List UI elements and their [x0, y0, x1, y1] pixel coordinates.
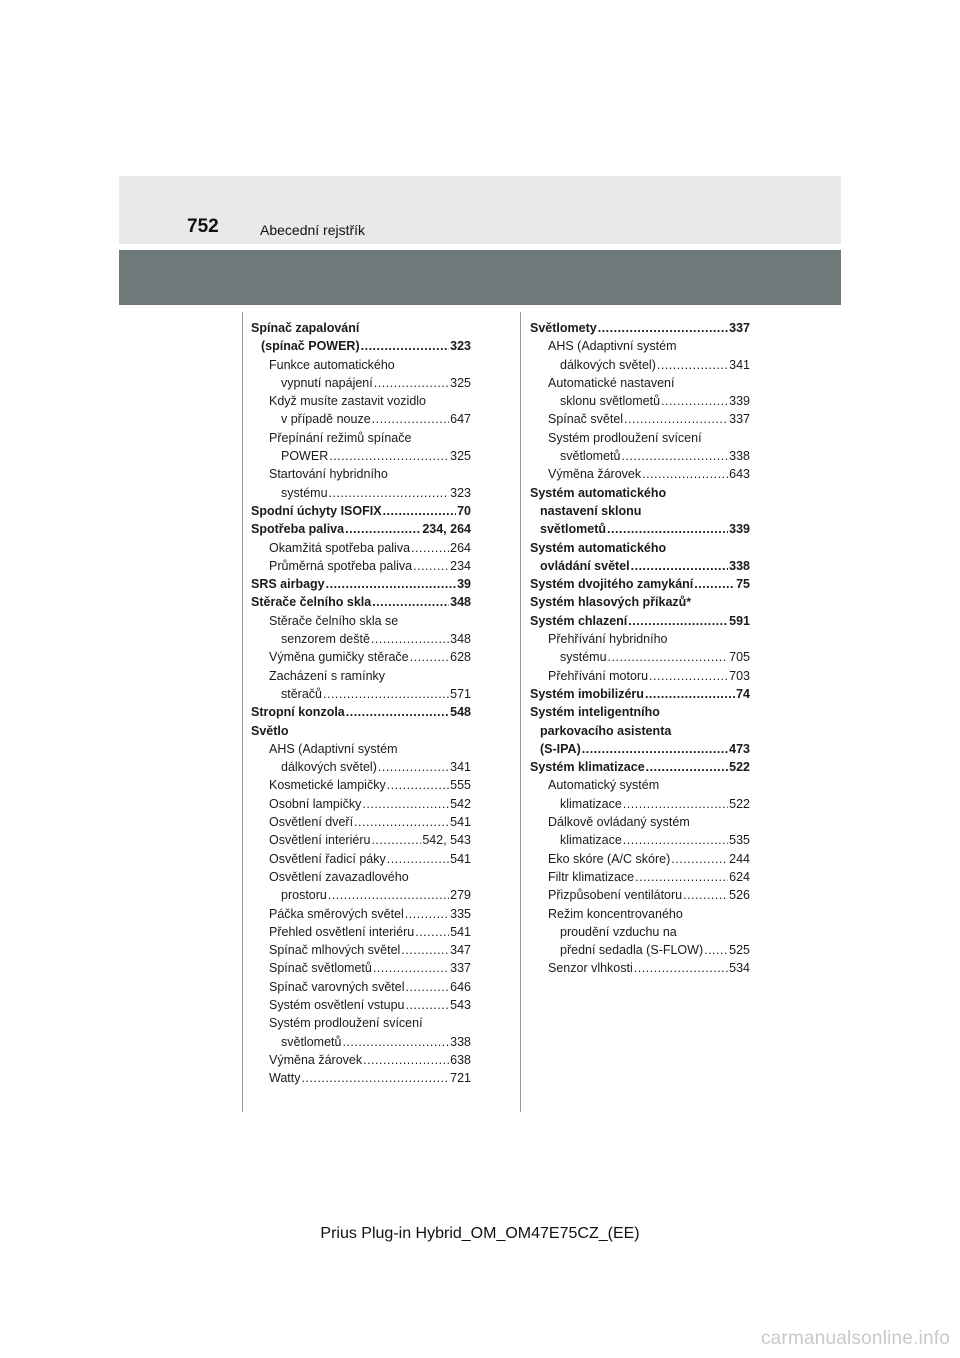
- index-entry: [251, 319, 471, 356]
- entry-label: Systém prodloužení svícení: [269, 1016, 423, 1031]
- page-reference: 705: [729, 650, 750, 665]
- entry-label: Spínač světlometů: [269, 961, 372, 976]
- entry-label: Osobní lampičky: [269, 796, 362, 811]
- entry-label: Přehřívání motoru: [548, 668, 649, 683]
- leader-dots: [371, 630, 449, 648]
- index-subentry: [530, 776, 750, 813]
- watermark: carmanualsonline.info: [760, 1328, 950, 1349]
- page-reference: 624: [729, 869, 750, 884]
- entry-label: Dálkově ovládaný systém: [548, 815, 690, 830]
- page-reference: 721: [450, 1071, 471, 1086]
- entry-label: senzorem deště: [281, 632, 370, 647]
- entry-label: Zacházení s ramínky: [269, 668, 386, 683]
- entry-label: Přehřívání hybridního: [548, 632, 668, 647]
- entry-label: Eko skóre (A/C skóre): [548, 851, 671, 866]
- index-subentry: [530, 630, 750, 667]
- index-subentry: [251, 776, 471, 794]
- leader-dots: [649, 667, 728, 685]
- entry-label: ovládání světel: [540, 558, 630, 573]
- index-column-1: [251, 319, 471, 1087]
- leader-dots: [372, 410, 449, 428]
- entry-label: Osvětlení dveří: [269, 815, 354, 830]
- page-reference: 339: [729, 394, 750, 409]
- entry-label: Stěrače čelního skla: [251, 595, 372, 610]
- entry-label: Systém inteligentního: [530, 705, 660, 720]
- page-reference: 335: [450, 906, 471, 921]
- entry-label: systému: [281, 485, 328, 500]
- index-subentry: [530, 905, 750, 960]
- page-reference: 338: [729, 449, 750, 464]
- entry-label: Spínač varovných světel: [269, 979, 405, 994]
- entry-label: Systém automatického: [530, 485, 667, 500]
- page-reference: 74: [736, 686, 750, 701]
- entry-label: (spínač POWER): [261, 339, 360, 354]
- index-subentry: [530, 667, 750, 685]
- leader-dots: [598, 319, 728, 337]
- index-column-2: [530, 319, 750, 978]
- index-subentry: [251, 465, 471, 502]
- index-subentry: [530, 374, 750, 411]
- page-reference: 534: [729, 961, 750, 976]
- leader-dots: [326, 575, 456, 593]
- index-subentry: [251, 539, 471, 557]
- entry-label: přední sedadla (S-FLOW): [560, 943, 704, 958]
- leader-dots: [623, 795, 728, 813]
- leader-dots: [415, 923, 449, 941]
- page-reference: 541: [450, 815, 471, 830]
- leader-dots: [634, 959, 728, 977]
- entry-label: Průměrná spotřeba paliva: [269, 558, 413, 573]
- page-reference: 75: [736, 577, 750, 592]
- leader-dots: [387, 776, 449, 794]
- page-reference: 264: [450, 540, 471, 555]
- index-entry: [251, 703, 471, 721]
- leader-dots: [645, 685, 735, 703]
- leader-dots: [362, 795, 449, 813]
- leader-dots: [363, 1051, 449, 1069]
- leader-dots: [346, 703, 449, 721]
- leader-dots: [301, 1069, 449, 1087]
- page-reference: 39: [457, 577, 471, 592]
- page-reference: 628: [450, 650, 471, 665]
- leader-dots: [361, 337, 450, 355]
- leader-dots: [371, 831, 421, 849]
- index-entry: [251, 722, 471, 740]
- leader-dots: [383, 502, 457, 520]
- leader-dots: [582, 740, 728, 758]
- entry-label: světlometů: [540, 522, 606, 537]
- entry-label: Světlo: [251, 723, 289, 738]
- page-reference: 646: [450, 979, 471, 994]
- page-reference: 323: [450, 339, 471, 354]
- entry-label: Systém osvětlení vstupu: [269, 997, 405, 1012]
- entry-label: (S-IPA): [540, 741, 581, 756]
- page-reference: 337: [729, 412, 750, 427]
- index-subentry: [251, 923, 471, 941]
- entry-label: v případě nouze: [281, 412, 371, 427]
- index-subentry: [251, 612, 471, 649]
- leader-dots: [624, 410, 728, 428]
- index-subentry: [251, 850, 471, 868]
- index-subentry: [530, 886, 750, 904]
- entry-label: Spotřeba paliva: [251, 522, 345, 537]
- page-reference: 341: [450, 760, 471, 775]
- index-entry: [530, 319, 750, 337]
- page-reference: 643: [729, 467, 750, 482]
- header-bar: [119, 176, 841, 244]
- entry-label: systému: [560, 650, 607, 665]
- leader-dots: [642, 465, 728, 483]
- entry-label: Funkce automatického: [269, 357, 395, 372]
- leader-dots: [608, 648, 729, 666]
- entry-label: Když musíte zastavit vozidlo: [269, 394, 427, 409]
- entry-label: Přehled osvětlení interiéru: [269, 924, 415, 939]
- index-subentry: [251, 648, 471, 666]
- index-entry: [530, 612, 750, 630]
- entry-label: Spínač světel: [548, 412, 624, 427]
- leader-dots: [354, 813, 449, 831]
- leader-dots: [387, 850, 449, 868]
- page-reference: 591: [729, 613, 750, 628]
- index-entry: [530, 539, 750, 576]
- entry-label: Spodní úchyty ISOFIX: [251, 503, 382, 518]
- leader-dots: [410, 648, 450, 666]
- leader-dots: [329, 484, 450, 502]
- column-divider-left: [242, 312, 243, 1112]
- leader-dots: [607, 520, 728, 538]
- entry-label: Osvětlení řadicí páky: [269, 851, 386, 866]
- page-reference: 348: [450, 595, 471, 610]
- leader-dots: [378, 758, 449, 776]
- entry-label: Výměna gumičky stěrače: [269, 650, 409, 665]
- entry-label: AHS (Adaptivní systém: [548, 339, 677, 354]
- leader-dots: [628, 612, 728, 630]
- leader-dots: [411, 539, 449, 557]
- index-entry: [251, 520, 471, 538]
- entry-label: Stropní konzola: [251, 705, 345, 720]
- index-subentry: [530, 850, 750, 868]
- page-reference: 703: [729, 668, 750, 683]
- index-entry: [251, 502, 471, 520]
- entry-label: Páčka směrových světel: [269, 906, 404, 921]
- page-reference: 70: [457, 503, 471, 518]
- entry-label: Systém imobilizéru: [530, 686, 644, 701]
- entry-label: proudění vzduchu na: [560, 924, 677, 939]
- index-subentry: [251, 1014, 471, 1051]
- leader-dots: [329, 447, 449, 465]
- footer-manual-id: Prius Plug-in Hybrid_OM_OM47E75CZ_(EE): [320, 1225, 640, 1242]
- entry-label: nastavení sklonu: [540, 503, 642, 518]
- entry-label: Režim koncentrovaného: [548, 906, 683, 921]
- index-subentry: [251, 740, 471, 777]
- page-reference: 337: [450, 961, 471, 976]
- leader-dots: [623, 831, 728, 849]
- entry-label: parkovacího asistenta: [540, 723, 672, 738]
- page-reference: 522: [729, 796, 750, 811]
- entry-label: POWER: [281, 449, 329, 464]
- page-reference: 522: [729, 760, 750, 775]
- page-reference: 548: [450, 705, 471, 720]
- entry-label: Automatický systém: [548, 778, 660, 793]
- entry-label: Světlomety: [530, 321, 597, 335]
- index-subentry: [251, 1069, 471, 1087]
- leader-dots: [413, 557, 449, 575]
- page-reference: 543: [450, 997, 471, 1012]
- entry-label: sklonu světlometů: [560, 394, 661, 409]
- index-subentry: [251, 356, 471, 393]
- entry-label: Systém chlazení: [530, 613, 628, 628]
- leader-dots: [328, 886, 449, 904]
- entry-label: Osvětlení zavazadlového: [269, 869, 409, 884]
- leader-dots: [342, 1033, 449, 1051]
- page-reference: 541: [450, 924, 471, 939]
- leader-dots: [671, 850, 728, 868]
- header-band: [119, 250, 841, 305]
- entry-label: AHS (Adaptivní systém: [269, 741, 398, 756]
- page-reference: 338: [729, 558, 750, 573]
- page-reference: 555: [450, 778, 471, 793]
- page-reference: 339: [729, 522, 750, 537]
- leader-dots: [405, 905, 449, 923]
- page-reference: 325: [450, 375, 471, 390]
- index-subentry: [251, 429, 471, 466]
- index-entry: [530, 685, 750, 703]
- entry-label: Okamžitá spotřeba paliva: [269, 540, 411, 555]
- leader-dots: [405, 996, 449, 1014]
- leader-dots: [345, 520, 421, 538]
- entry-label: Stěrače čelního skla se: [269, 613, 399, 628]
- index-subentry: [251, 1051, 471, 1069]
- index-subentry: [251, 831, 471, 849]
- page-reference: 542, 543: [422, 833, 471, 848]
- entry-label: Výměna žárovek: [548, 467, 642, 482]
- page-reference: 325: [450, 449, 471, 464]
- page-reference: 473: [729, 741, 750, 756]
- page-reference: 337: [729, 321, 750, 335]
- entry-label: vypnutí napájení: [281, 375, 373, 390]
- index-subentry: [530, 868, 750, 886]
- index-subentry: [251, 978, 471, 996]
- page-reference: 244: [729, 851, 750, 866]
- page-title: Abecední rejstřík: [260, 222, 366, 238]
- index-entry: [530, 758, 750, 776]
- index-subentry: [251, 813, 471, 831]
- entry-label: Filtr klimatizace: [548, 869, 635, 884]
- entry-label: světlometů: [560, 449, 621, 464]
- index-subentry: [251, 868, 471, 905]
- index-entry: [251, 575, 471, 593]
- index-subentry: [251, 667, 471, 704]
- leader-dots: [401, 941, 449, 959]
- index-subentry: [251, 959, 471, 977]
- entry-label: Senzor vlhkosti: [548, 961, 633, 976]
- entry-label: Systém dvojitého zamykání: [530, 577, 694, 592]
- leader-dots: [661, 392, 728, 410]
- index-subentry: [530, 465, 750, 483]
- entry-label: Systém prodloužení svícení: [548, 430, 702, 445]
- entry-label: prostoru: [281, 888, 327, 903]
- page-reference: 526: [729, 888, 750, 903]
- entry-label: Spínač zapalování: [251, 321, 360, 335]
- leader-dots: [683, 886, 728, 904]
- page-reference: 638: [450, 1052, 471, 1067]
- entry-label: SRS airbagy: [251, 577, 325, 592]
- entry-label: klimatizace: [560, 796, 622, 811]
- page-reference: 535: [729, 833, 750, 848]
- entry-label: stěračů: [281, 686, 322, 701]
- entry-label: Watty: [269, 1071, 301, 1086]
- index-subentry: [530, 813, 750, 850]
- page-reference: 571: [450, 686, 471, 701]
- leader-dots: [694, 575, 735, 593]
- page-reference: 647: [450, 412, 471, 427]
- entry-label: dálkových světel): [281, 760, 377, 775]
- leader-dots: [372, 593, 449, 611]
- entry-label: Výměna žárovek: [269, 1052, 363, 1067]
- index-entry: [251, 593, 471, 611]
- leader-dots: [323, 685, 449, 703]
- entry-label: Přepínání režimů spínače: [269, 430, 412, 445]
- index-entry: [530, 575, 750, 593]
- page-reference: 338: [450, 1034, 471, 1049]
- index-subentry: [251, 941, 471, 959]
- leader-dots: [373, 959, 449, 977]
- index-entry: [530, 703, 750, 758]
- index-subentry: [251, 557, 471, 575]
- page-reference: 234: [450, 558, 471, 573]
- entry-label: Osvětlení interiéru: [269, 833, 371, 848]
- index-subentry: [530, 429, 750, 466]
- index-subentry: [251, 996, 471, 1014]
- page-reference: 542: [450, 796, 471, 811]
- entry-label: Systém hlasových příkazů: [530, 595, 687, 610]
- page-reference: 525: [729, 943, 750, 958]
- index-subentry: [251, 905, 471, 923]
- index-entry: [530, 484, 750, 539]
- page-reference: 323: [450, 485, 471, 500]
- leader-dots: [374, 374, 449, 392]
- page-reference: 279: [450, 888, 471, 903]
- entry-label: Automatické nastavení: [548, 375, 675, 390]
- entry-label: Kosmetické lampičky: [269, 778, 386, 793]
- page-reference: 347: [450, 943, 471, 958]
- leader-dots: [621, 447, 728, 465]
- page-number: 752: [187, 216, 219, 237]
- leader-dots: [646, 758, 728, 776]
- index-subentry: [530, 337, 750, 374]
- index-subentry: [251, 392, 471, 429]
- leader-dots: [657, 356, 728, 374]
- index-subentry: [530, 959, 750, 977]
- entry-label: Systém automatického: [530, 540, 667, 555]
- entry-label: Startování hybridního: [269, 467, 388, 482]
- entry-label: Přizpůsobení ventilátoru: [548, 888, 683, 903]
- entry-label: Spínač mlhových světel: [269, 943, 401, 958]
- leader-dots: [635, 868, 728, 886]
- index-subentry: [530, 410, 750, 428]
- page-reference: 341: [729, 357, 750, 372]
- entry-label: klimatizace: [560, 833, 622, 848]
- page-reference: 541: [450, 851, 471, 866]
- leader-dots: [704, 941, 728, 959]
- index-entry: Systém hlasových příkazů *: [530, 593, 750, 611]
- index-subentry: [251, 795, 471, 813]
- leader-dots: [631, 557, 729, 575]
- page-reference: 234, 264: [422, 522, 471, 537]
- leader-dots: [406, 978, 450, 996]
- entry-label: dálkových světel): [560, 357, 656, 372]
- entry-label: světlometů: [281, 1034, 342, 1049]
- entry-label: Systém klimatizace: [530, 760, 645, 775]
- column-divider-middle: [520, 312, 521, 1112]
- page-reference: 348: [450, 632, 471, 647]
